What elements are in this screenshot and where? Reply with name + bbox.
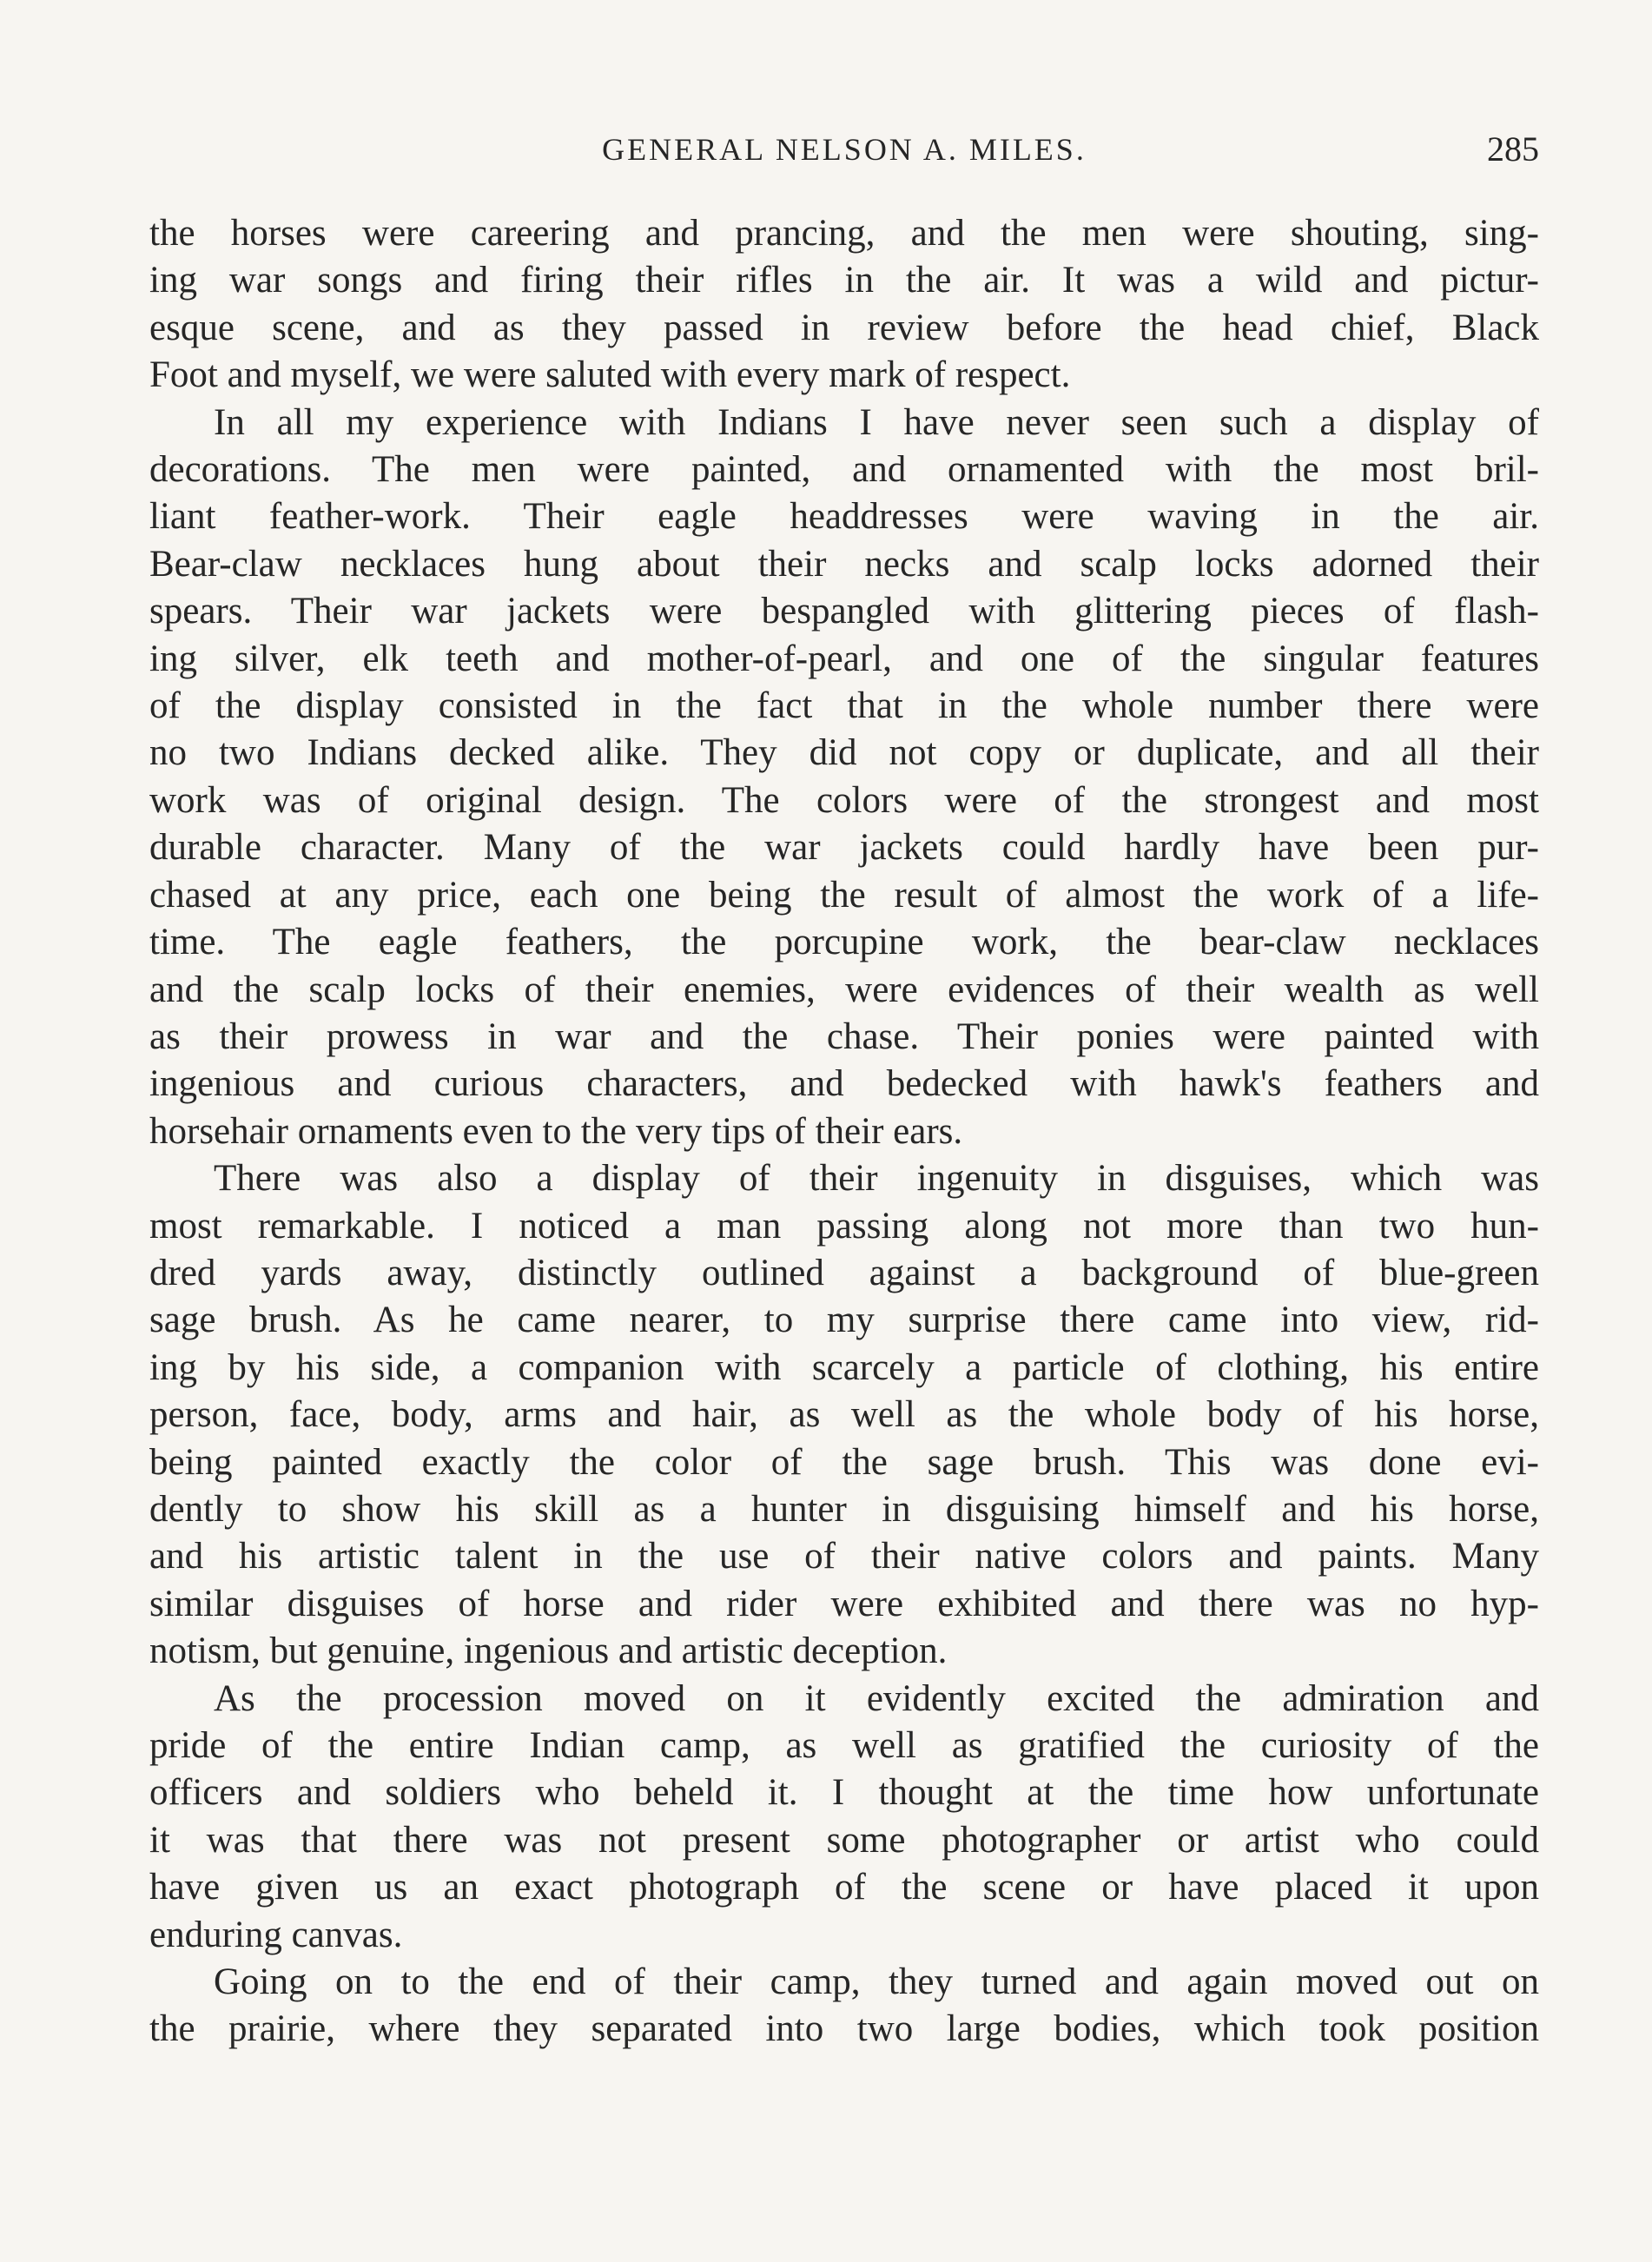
- text-line: as their prowess in war and the chase. Their ponies were painted with: [149, 1015, 1539, 1057]
- text-line: esque scene, and as they passed in review before the head chief, Black: [149, 307, 1539, 348]
- body-text: [149, 210, 1539, 2054]
- page-header: [149, 123, 1539, 175]
- paragraph: [149, 1676, 1539, 1959]
- text-line: pride of the entire Indian camp, as well as gratified the curiosity of the: [149, 1725, 1539, 1766]
- running-head: GENERAL NELSON A. MILES.: [602, 132, 1087, 167]
- text-line: durable character. Many of the war jackets could hardly have been pur-: [149, 827, 1539, 869]
- text-line: ing by his side, a companion with scarcely a particle of clothing, his entire: [149, 1346, 1539, 1388]
- text-line: and his artistic talent in the use of their native colors and paints. Many: [149, 1536, 1539, 1577]
- text-line: the horses were careering and prancing, and the men were shouting, sing-: [149, 213, 1539, 254]
- text-line: horsehair ornaments even to the very tips of their ears.: [149, 1110, 963, 1152]
- text-line: decorations. The men were painted, and ornamented with the most bril-: [149, 449, 1539, 491]
- text-line: no two Indians decked alike. They did not copy or duplicate, and all their: [149, 732, 1539, 774]
- text-line: the prairie, where they separated into two large bodies, which took position: [149, 2008, 1539, 2050]
- text-line: most remarkable. I noticed a man passing along not more than two hun-: [149, 1205, 1539, 1247]
- paragraph: [149, 400, 1539, 1156]
- text-line: enduring canvas.: [149, 1914, 403, 1955]
- text-line: chased at any price, each one being the result of almost the work of a life-: [149, 874, 1539, 916]
- page-number: 285: [1487, 129, 1539, 169]
- text-line: officers and soldiers who beheld it. I thought at the time how unfortunate: [149, 1772, 1539, 1814]
- text-line: it was that there was not present some photographer or artist who could: [149, 1819, 1539, 1861]
- text-line: ingenious and curious characters, and bedecked with hawk's feathers and: [149, 1063, 1539, 1105]
- paragraph: [149, 1959, 1539, 2054]
- text-line: sage brush. As he came nearer, to my surprise there came into view, rid-: [149, 1300, 1539, 1341]
- text-line: person, face, body, arms and hair, as well as the whole body of his horse,: [149, 1394, 1539, 1436]
- text-line: time. The eagle feathers, the porcupine work, the bear-claw necklaces: [149, 922, 1539, 963]
- text-line: Going on to the end of their camp, they turned and again moved out on: [214, 1961, 1539, 2003]
- text-line: of the display consisted in the fact that in the whole number there were: [149, 685, 1539, 727]
- text-line: There was also a display of their ingenuity in disguises, which was: [214, 1158, 1539, 1200]
- text-line: Bear-claw necklaces hung about their necks and scalp locks adorned their: [149, 543, 1539, 585]
- text-line: Foot and myself, we were saluted with every mark of respect.: [149, 354, 1071, 396]
- paragraph: [149, 210, 1539, 400]
- text-line: notism, but genuine, ingenious and artistic deception.: [149, 1630, 948, 1672]
- text-line: ing silver, elk teeth and mother-of-pearl, and one of the singular features: [149, 638, 1539, 679]
- text-line: similar disguises of horse and rider were exhibited and there was no hyp-: [149, 1583, 1539, 1624]
- text-line: As the procession moved on it evidently excited the admiration and: [214, 1677, 1539, 1719]
- text-line: liant feather-work. Their eagle headdresses were waving in the air.: [149, 496, 1539, 538]
- text-line: have given us an exact photograph of the scene or have placed it upon: [149, 1867, 1539, 1908]
- text-line: In all my experience with Indians I have never seen such a display of: [214, 401, 1539, 443]
- text-line: work was of original design. The colors were of the strongest and most: [149, 779, 1539, 821]
- text-line: ing war songs and firing their rifles in the air. It was a wild and pictur-: [149, 260, 1539, 301]
- text-line: and the scalp locks of their enemies, were evidences of their wealth as well: [149, 969, 1539, 1010]
- text-line: dently to show his skill as a hunter in disguising himself and his horse,: [149, 1488, 1539, 1530]
- paragraph: [149, 1155, 1539, 1675]
- text-line: being painted exactly the color of the sage brush. This was done evi-: [149, 1441, 1539, 1483]
- text-line: dred yards away, distinctly outlined against a background of blue-green: [149, 1252, 1539, 1293]
- text-line: spears. Their war jackets were bespangled with glittering pieces of flash-: [149, 591, 1539, 632]
